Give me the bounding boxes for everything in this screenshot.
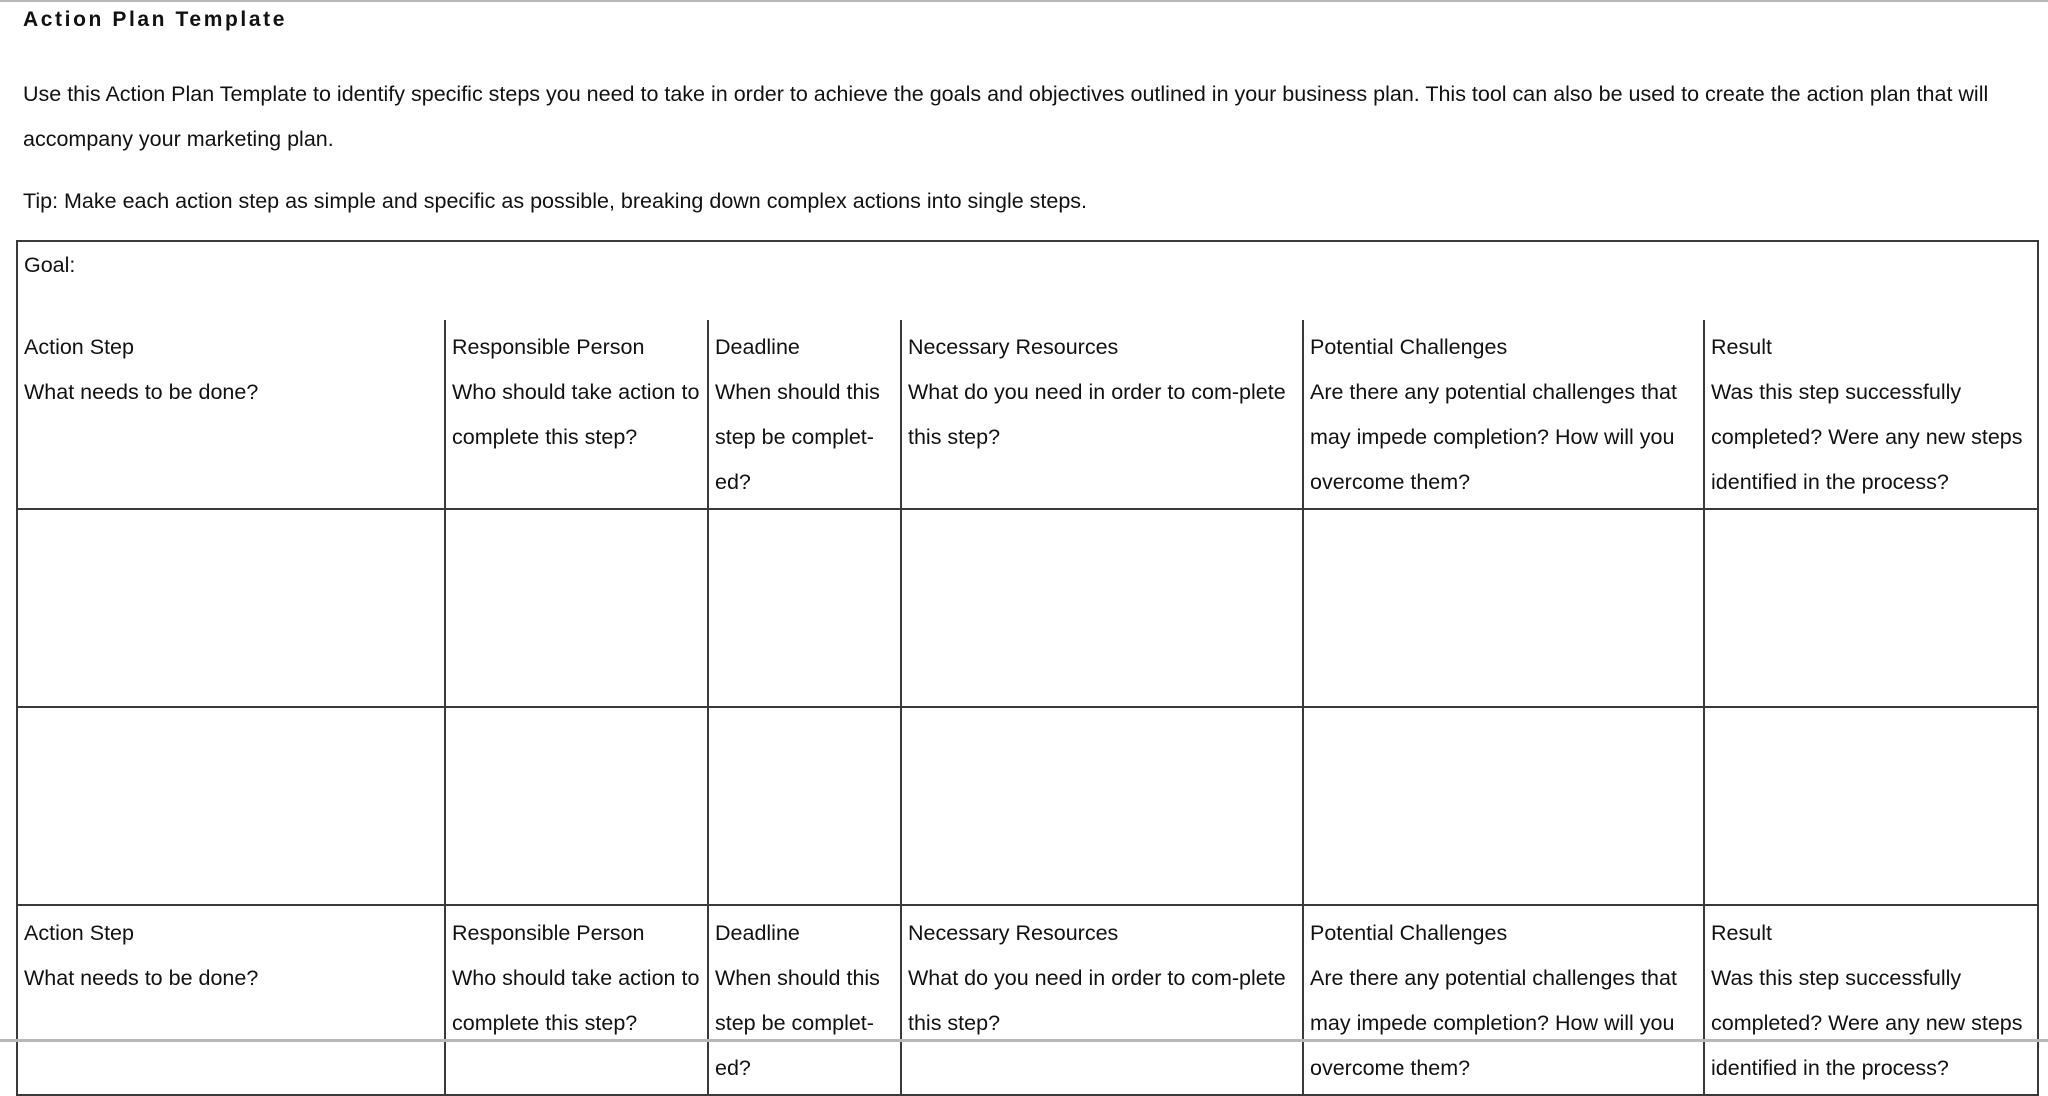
column-title: Deadline <box>715 921 800 945</box>
column-description: Who should take action to complete this step? <box>452 380 700 449</box>
potential-challenges-cell[interactable] <box>1303 509 1704 707</box>
column-title: Result <box>1711 921 1772 945</box>
page-top-rule <box>0 0 2048 2</box>
header-necessary-resources <box>901 320 1303 509</box>
header-result <box>1704 905 2038 1095</box>
responsible-person-cell[interactable] <box>445 707 708 905</box>
header-result <box>1704 320 2038 509</box>
column-header-row <box>17 320 2038 509</box>
action-step-cell[interactable] <box>17 509 445 707</box>
column-title: Necessary Resources <box>908 335 1119 359</box>
column-description: What needs to be done? <box>24 966 259 990</box>
column-title: Responsible Person <box>452 921 645 945</box>
deadline-cell[interactable] <box>708 509 901 707</box>
action-row <box>17 707 2038 905</box>
column-title: Action Step <box>24 335 134 359</box>
result-cell[interactable] <box>1704 707 2038 905</box>
header-deadline <box>708 905 901 1095</box>
column-description: When should this step be complet-ed? <box>715 380 880 494</box>
header-potential-challenges <box>1303 905 1704 1095</box>
column-description: What do you need in order to com-plete this step? <box>908 966 1286 1035</box>
column-description: Was this step successfully completed? Were any new steps identified in the process? <box>1711 966 2023 1080</box>
column-header-row <box>17 905 2038 1095</box>
header-action-step <box>17 320 445 509</box>
column-title: Action Step <box>24 921 134 945</box>
column-title: Potential Challenges <box>1310 335 1508 359</box>
goal-row <box>17 241 2038 320</box>
header-responsible-person <box>445 320 708 509</box>
column-title: Potential Challenges <box>1310 921 1508 945</box>
necessary-resources-cell[interactable] <box>901 509 1303 707</box>
deadline-cell[interactable] <box>708 707 901 905</box>
column-description: Are there any potential challenges that may impede completion? How will you overcome them? <box>1310 380 1677 494</box>
potential-challenges-cell[interactable] <box>1303 707 1704 905</box>
result-cell[interactable] <box>1704 509 2038 707</box>
header-deadline <box>708 320 901 509</box>
action-step-cell[interactable] <box>17 707 445 905</box>
header-responsible-person <box>445 905 708 1095</box>
action-row <box>17 509 2038 707</box>
column-title: Deadline <box>715 335 800 359</box>
column-title: Responsible Person <box>452 335 645 359</box>
column-description: What do you need in order to com-plete this step? <box>908 380 1286 449</box>
column-title: Result <box>1711 335 1772 359</box>
column-title: Necessary Resources <box>908 921 1119 945</box>
action-plan-table <box>16 240 2039 1096</box>
column-description: Who should take action to complete this step? <box>452 966 700 1035</box>
goal-label: Goal: <box>24 253 76 277</box>
responsible-person-cell[interactable] <box>445 509 708 707</box>
column-description: What needs to be done? <box>24 380 259 404</box>
goal-cell[interactable] <box>17 241 2038 320</box>
intro-paragraph: Use this Action Plan Template to identify specific steps you need to take in order to achieve the goals and objectives outlined in your business plan. This tool can also be used to create the action plan that will accompany your marketing plan. <box>23 82 1989 151</box>
column-description: Are there any potential challenges that may impede completion? How will you overcome them? <box>1310 966 1677 1080</box>
column-description: Was this step successfully completed? Were any new steps identified in the process? <box>1711 380 2023 494</box>
header-potential-challenges <box>1303 320 1704 509</box>
document-title: Action Plan Template <box>23 8 287 31</box>
header-action-step <box>17 905 445 1095</box>
header-necessary-resources <box>901 905 1303 1095</box>
tip-text: Tip: Make each action step as simple and specific as possible, breaking down complex actions into single steps. <box>23 189 1088 213</box>
column-description: When should this step be complet-ed? <box>715 966 880 1080</box>
necessary-resources-cell[interactable] <box>901 707 1303 905</box>
